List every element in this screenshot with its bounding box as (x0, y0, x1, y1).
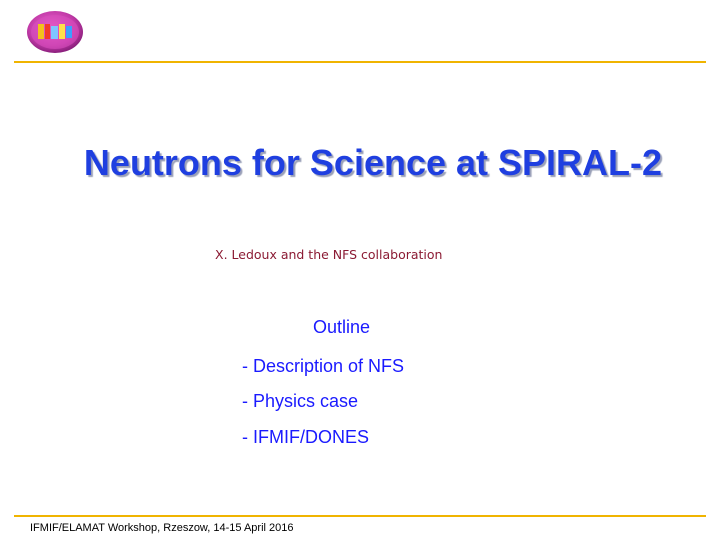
outline-item: - Description of NFS (242, 356, 405, 376)
author-line: X. Ledoux and the NFS collaboration (215, 247, 443, 262)
outline-item: - Physics case (242, 391, 359, 411)
nfs-logo-icon (26, 10, 84, 54)
outline-heading: Outline (313, 317, 371, 337)
top-divider (14, 61, 706, 63)
outline-item: - IFMIF/DONES (242, 427, 369, 447)
slide-title: Neutrons for Science at SPIRAL-2 (83, 142, 663, 183)
bottom-divider (14, 515, 706, 517)
footer-text: IFMIF/ELAMAT Workshop, Rzeszow, 14-15 April 2016 (30, 522, 294, 534)
